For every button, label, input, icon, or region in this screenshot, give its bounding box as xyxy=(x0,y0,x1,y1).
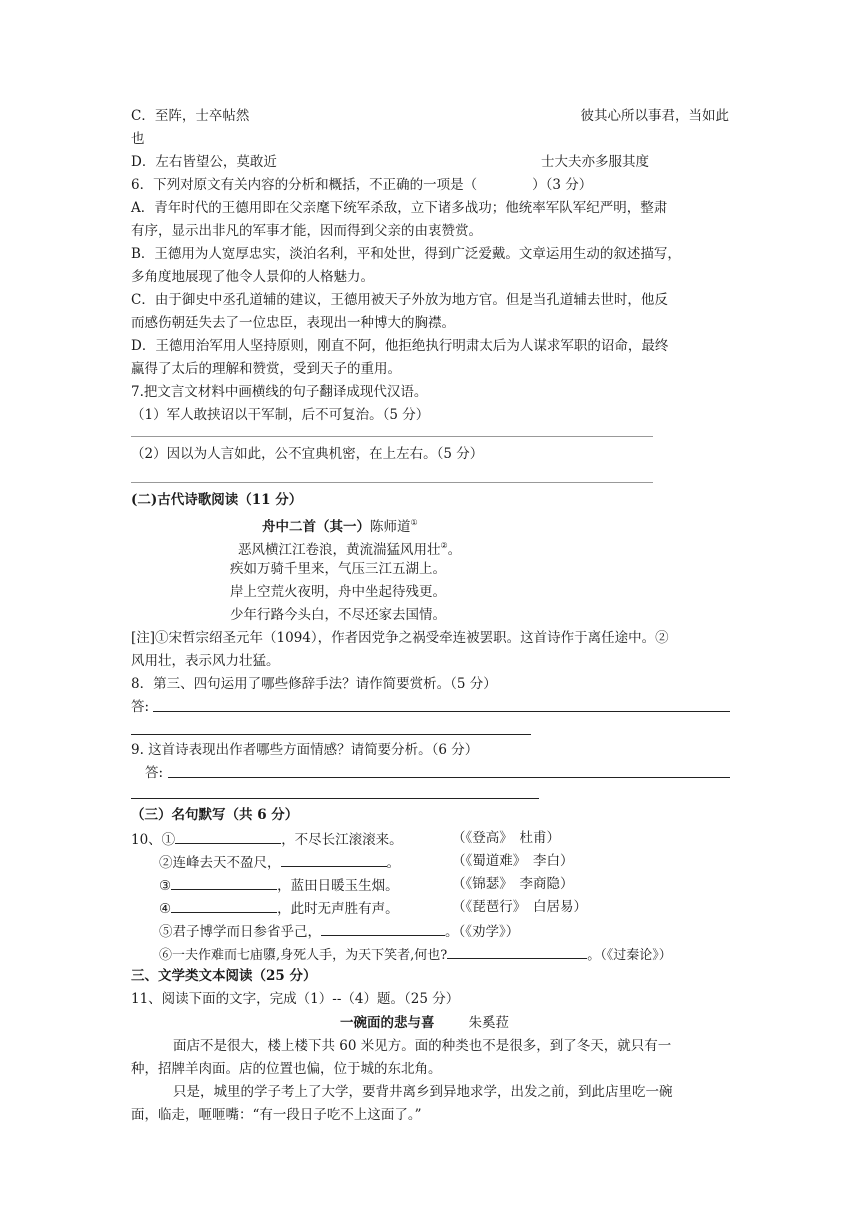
poem-line-2: 疾如万骑千里来，气压三江五湖上。 xyxy=(230,561,446,577)
mingju-item-6-source: 。（《过秦论》） xyxy=(587,948,672,963)
q6-stem-text: 6．下列对原文有关内容的分析和概括，不正确的一项是（ xyxy=(131,177,478,193)
q9-stem: 9. 这首诗表现出作者哪些方面情感？请简要分析。（6 分） xyxy=(131,742,479,758)
mingju-heading: （三）名句默写（共 6 分） xyxy=(131,807,299,823)
mingju-item-3 xyxy=(159,874,399,896)
q6-option-a-line2: 有序，显示出非凡的军事才能，因而得到父亲的由衷赞赏。 xyxy=(131,223,482,239)
mingju-item-4-prefix: ④ xyxy=(159,901,172,917)
mingju-blank-6[interactable] xyxy=(447,943,587,959)
mingju-item-2-end: 。 xyxy=(386,855,400,871)
story-author: 朱奚菈 xyxy=(468,1015,509,1031)
mingju-item-1 xyxy=(131,828,403,850)
q6-option-d-line2: 赢得了太后的理解和赞赏，受到天子的重用。 xyxy=(131,361,401,377)
mingju-source-3: （《锦瑟》 李商隐） xyxy=(452,876,574,892)
q6-score: ）（3 分） xyxy=(532,177,593,193)
q6-option-b-line2: 多角度地展现了他令人景仰的人格魅力。 xyxy=(131,269,374,285)
mingju-item-2 xyxy=(159,851,400,873)
mingju-item-3-text: ，蓝田日暖玉生烟。 xyxy=(277,878,399,894)
poem-note-line-2: 风用壮，表示风力壮猛。 xyxy=(131,653,280,669)
q8-answer-line-1[interactable] xyxy=(153,711,730,712)
poem-author-note-mark: ① xyxy=(410,518,418,527)
q6-option-d-line1: D．王德用治军用人坚持原则，刚直不阿，他拒绝执行明肃太后为人谋求军职的诏命，最终 xyxy=(131,338,669,354)
mingju-item-5-source: 。（《劝学》） xyxy=(445,924,520,940)
q8-answer-label: 答: xyxy=(131,699,150,715)
q5-option-d: D．左右皆望公，莫敢近 xyxy=(131,154,277,170)
q5-option-c-right: 彼其心所以事君，当如此 xyxy=(580,108,729,124)
mingju-source-4: （《琵琶行》 白居易） xyxy=(452,899,587,915)
q5-option-c-wrap: 也 xyxy=(131,131,145,147)
poem-title: 舟中二首（其一） xyxy=(262,519,370,535)
mingju-source-1: （《登高》 杜甫） xyxy=(452,830,560,846)
mingju-source-2: （《蜀道难》 李白） xyxy=(452,853,574,869)
poem-line-1 xyxy=(238,536,461,560)
poetry-heading: (二)古代诗歌阅读（11 分） xyxy=(131,492,303,508)
mingju-item-5 xyxy=(159,920,519,942)
mingju-item-1-prefix: 10、① xyxy=(131,832,176,848)
mingju-item-1-text: ，不尽长江滚滚来。 xyxy=(281,832,403,848)
mingju-item-4 xyxy=(159,897,399,919)
story-title: 一碗面的悲与喜 xyxy=(340,1015,435,1031)
poem-line-1-end: 。 xyxy=(447,542,462,558)
poem-line-1-note-mark: ② xyxy=(440,541,448,550)
mingju-item-6-text: ⑥一夫作难而七庙隳,身死人手，为天下笑者,何也? xyxy=(159,948,448,963)
mingju-blank-2[interactable] xyxy=(281,851,387,867)
q9-answer-line-1[interactable] xyxy=(168,777,730,778)
poem-author: 陈师道 xyxy=(370,519,411,535)
q5-option-d-right: 士大夫亦多服其度 xyxy=(541,154,649,170)
story-paragraph-1-line-1: 面店不是很大，楼上楼下共 60 米见方。面的种类也不是很多，到了冬天，就只有一 xyxy=(173,1038,672,1054)
q7-sentence-2: （2）因以为人言如此，公不宜典机密，在上左右。（5 分） xyxy=(131,446,484,462)
q7-stem: 7.把文言文材料中画横线的句子翻译成现代汉语。 xyxy=(131,384,428,400)
q7-sentence-1: （1）军人敢挟诏以干军制，后不可复治。（5 分） xyxy=(131,407,430,423)
mingju-item-2-text: ②连峰去天不盈尺， xyxy=(159,855,281,871)
section3-heading: 三、文学类文本阅读（25 分） xyxy=(131,968,317,984)
mingju-blank-1[interactable] xyxy=(175,828,281,844)
mingju-blank-4[interactable] xyxy=(171,897,277,913)
poem-title-line xyxy=(262,513,418,537)
mingju-item-6 xyxy=(159,943,672,966)
q9-answer-line-2[interactable] xyxy=(131,798,539,799)
story-title-line xyxy=(340,1013,509,1033)
story-paragraph-1-line-2: 种，招牌羊肉面。店的位置也偏，位于城的东北角。 xyxy=(131,1061,442,1077)
q7-answer-line-1[interactable] xyxy=(131,436,653,437)
q7-answer-line-2[interactable] xyxy=(131,482,653,483)
mingju-item-4-text: ，此时无声胜有声。 xyxy=(277,901,399,917)
mingju-blank-5[interactable] xyxy=(321,920,445,936)
mingju-item-3-prefix: ③ xyxy=(159,878,172,894)
q11-stem: 11、阅读下面的文字，完成（1）--（4）题。（25 分） xyxy=(131,991,460,1007)
q8-stem: 8．第三、四句运用了哪些修辞手法？请作简要赏析。（5 分） xyxy=(131,676,497,692)
q9-answer-label: 答: xyxy=(145,765,164,781)
q8-answer-line-2[interactable] xyxy=(131,734,531,735)
mingju-item-5-text: ⑤君子博学而日参省乎己， xyxy=(159,924,321,940)
mingju-blank-3[interactable] xyxy=(171,874,277,890)
poem-line-4: 少年行路今头白，不尽还家去国情。 xyxy=(230,607,446,623)
q6-option-b-line1: B．王德用为人宽厚忠实，淡泊名利，平和处世，得到广泛爱戴。文章运用生动的叙述描写， xyxy=(131,246,681,262)
story-paragraph-2-line-2: 面，临走，咂咂嘴：“有一段日子吃不上这面了。” xyxy=(131,1107,422,1123)
poem-line-1-text: 恶风横江江卷浪，黄流湍猛风用壮 xyxy=(238,542,441,558)
poem-line-3: 岸上空荒火夜明，舟中坐起待残更。 xyxy=(230,584,446,600)
q6-option-a-line1: A．青年时代的王德用即在父亲麾下统军杀敌，立下诸多战功；他统率军队军纪严明，整肃 xyxy=(131,200,668,216)
q6-option-c-line1: C．由于御史中丞孔道辅的建议，王德用被天子外放为地方官。但是当孔道辅去世时，他反 xyxy=(131,292,668,308)
q6-stem xyxy=(131,175,592,195)
q6-option-c-line2: 而感伤朝廷失去了一位忠臣，表现出一种博大的胸襟。 xyxy=(131,315,455,331)
story-paragraph-2-line-1: 只是，城里的学子考上了大学，要背井离乡到异地求学，出发之前，到此店里吃一碗 xyxy=(173,1084,673,1100)
poem-note-line-1: [注]①宋哲宗绍圣元年（1094），作者因党争之祸受牵连被罢职。这首诗作于离任途中。② xyxy=(131,630,669,646)
q5-option-c: C．至阵，士卒帖然 xyxy=(131,108,250,124)
